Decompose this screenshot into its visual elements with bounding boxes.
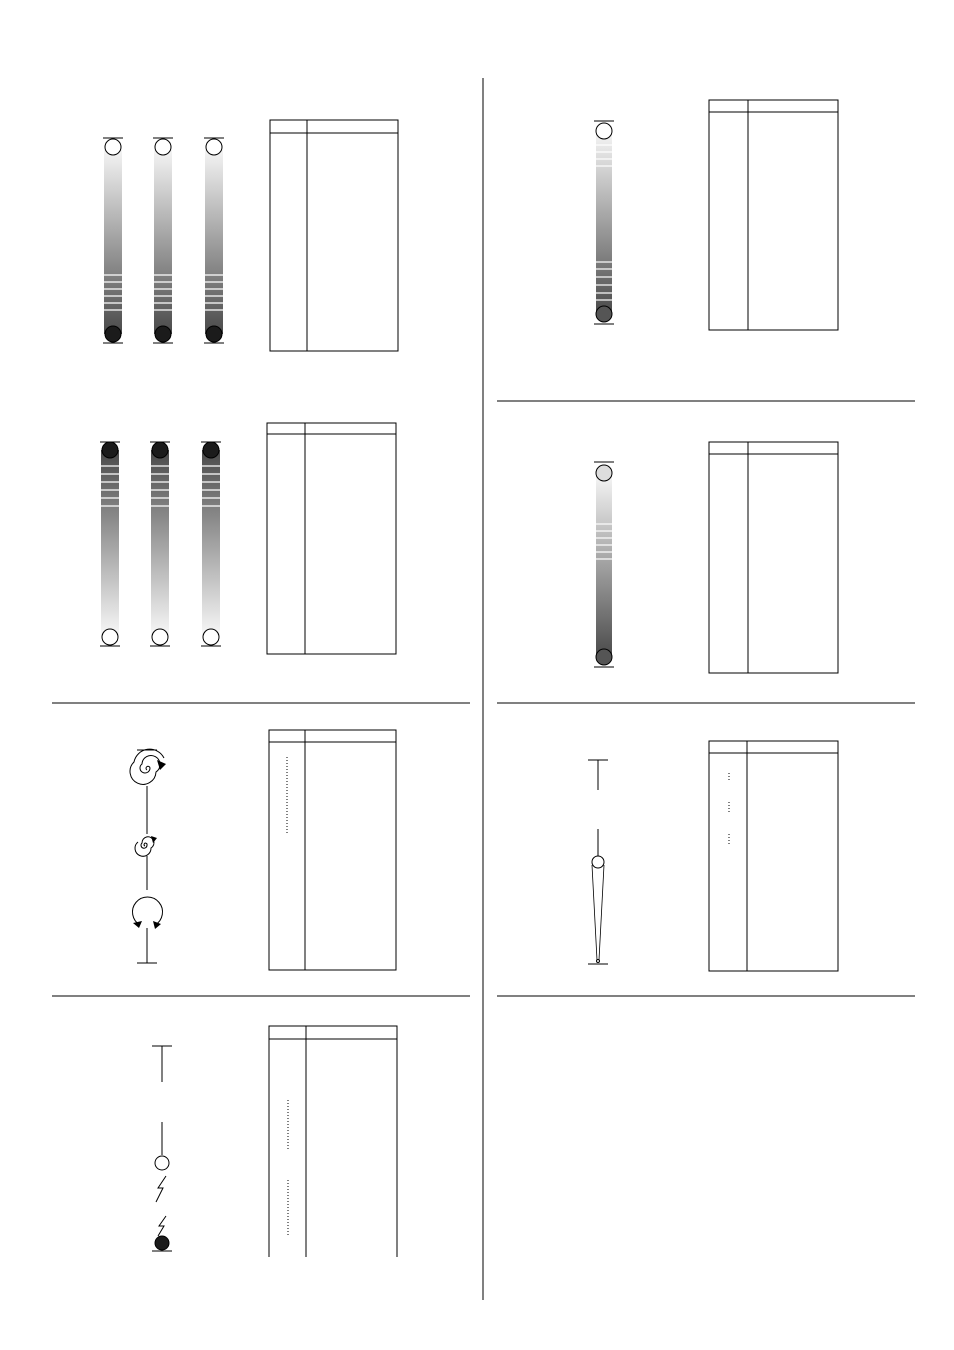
graded-bar-e1	[594, 121, 614, 324]
section-f-graded-bar	[594, 442, 838, 673]
graded-bar-a1	[103, 138, 123, 343]
open-end-circle	[203, 629, 219, 645]
section-b-graded-bars	[100, 423, 396, 654]
spiral-icon-small	[135, 836, 157, 856]
section-d-lightning-sequence	[152, 1026, 397, 1257]
open-end-circle	[155, 139, 171, 155]
blank-table-e	[709, 100, 838, 330]
filled-end-circle	[152, 442, 168, 458]
blank-table-b	[267, 423, 396, 654]
lightning-icon-upper	[156, 1176, 166, 1202]
graded-bar-b3	[201, 442, 221, 646]
filled-end-circle	[102, 442, 118, 458]
blank-table-d	[269, 1026, 397, 1257]
blank-table-c	[269, 730, 396, 970]
section-a-graded-bars	[103, 120, 398, 351]
open-end-circle	[105, 139, 121, 155]
circular-arrow-icon	[133, 897, 163, 929]
lightning-icon-lower	[158, 1216, 166, 1236]
open-end-circle	[592, 856, 604, 868]
blank-table-g	[709, 741, 838, 971]
section-e-graded-bar	[594, 100, 838, 330]
section-g-taper-line	[588, 741, 838, 971]
open-end-circle	[206, 139, 222, 155]
filled-end-circle	[596, 306, 612, 322]
filled-end-circle	[155, 326, 171, 342]
graded-bar-a3	[204, 138, 224, 343]
section-c-spiral-sequence	[130, 730, 396, 970]
filled-end-circle	[203, 442, 219, 458]
filled-end-circle	[155, 1236, 169, 1250]
blank-table-a	[270, 120, 398, 351]
filled-end-circle	[105, 326, 121, 342]
open-end-circle	[152, 629, 168, 645]
graded-bar-b1	[100, 442, 120, 646]
filled-end-circle	[206, 326, 222, 342]
spiral-icon-large	[130, 749, 166, 784]
open-end-circle	[102, 629, 118, 645]
graded-bar-a2	[153, 138, 173, 343]
graded-bar-f1	[594, 462, 614, 667]
taper-shape	[592, 865, 604, 960]
open-end-circle	[596, 465, 612, 481]
open-end-circle	[155, 1156, 169, 1170]
graded-bar-b2	[150, 442, 170, 646]
blank-table-f	[709, 442, 838, 673]
filled-end-circle	[596, 649, 612, 665]
open-end-circle	[596, 123, 612, 139]
